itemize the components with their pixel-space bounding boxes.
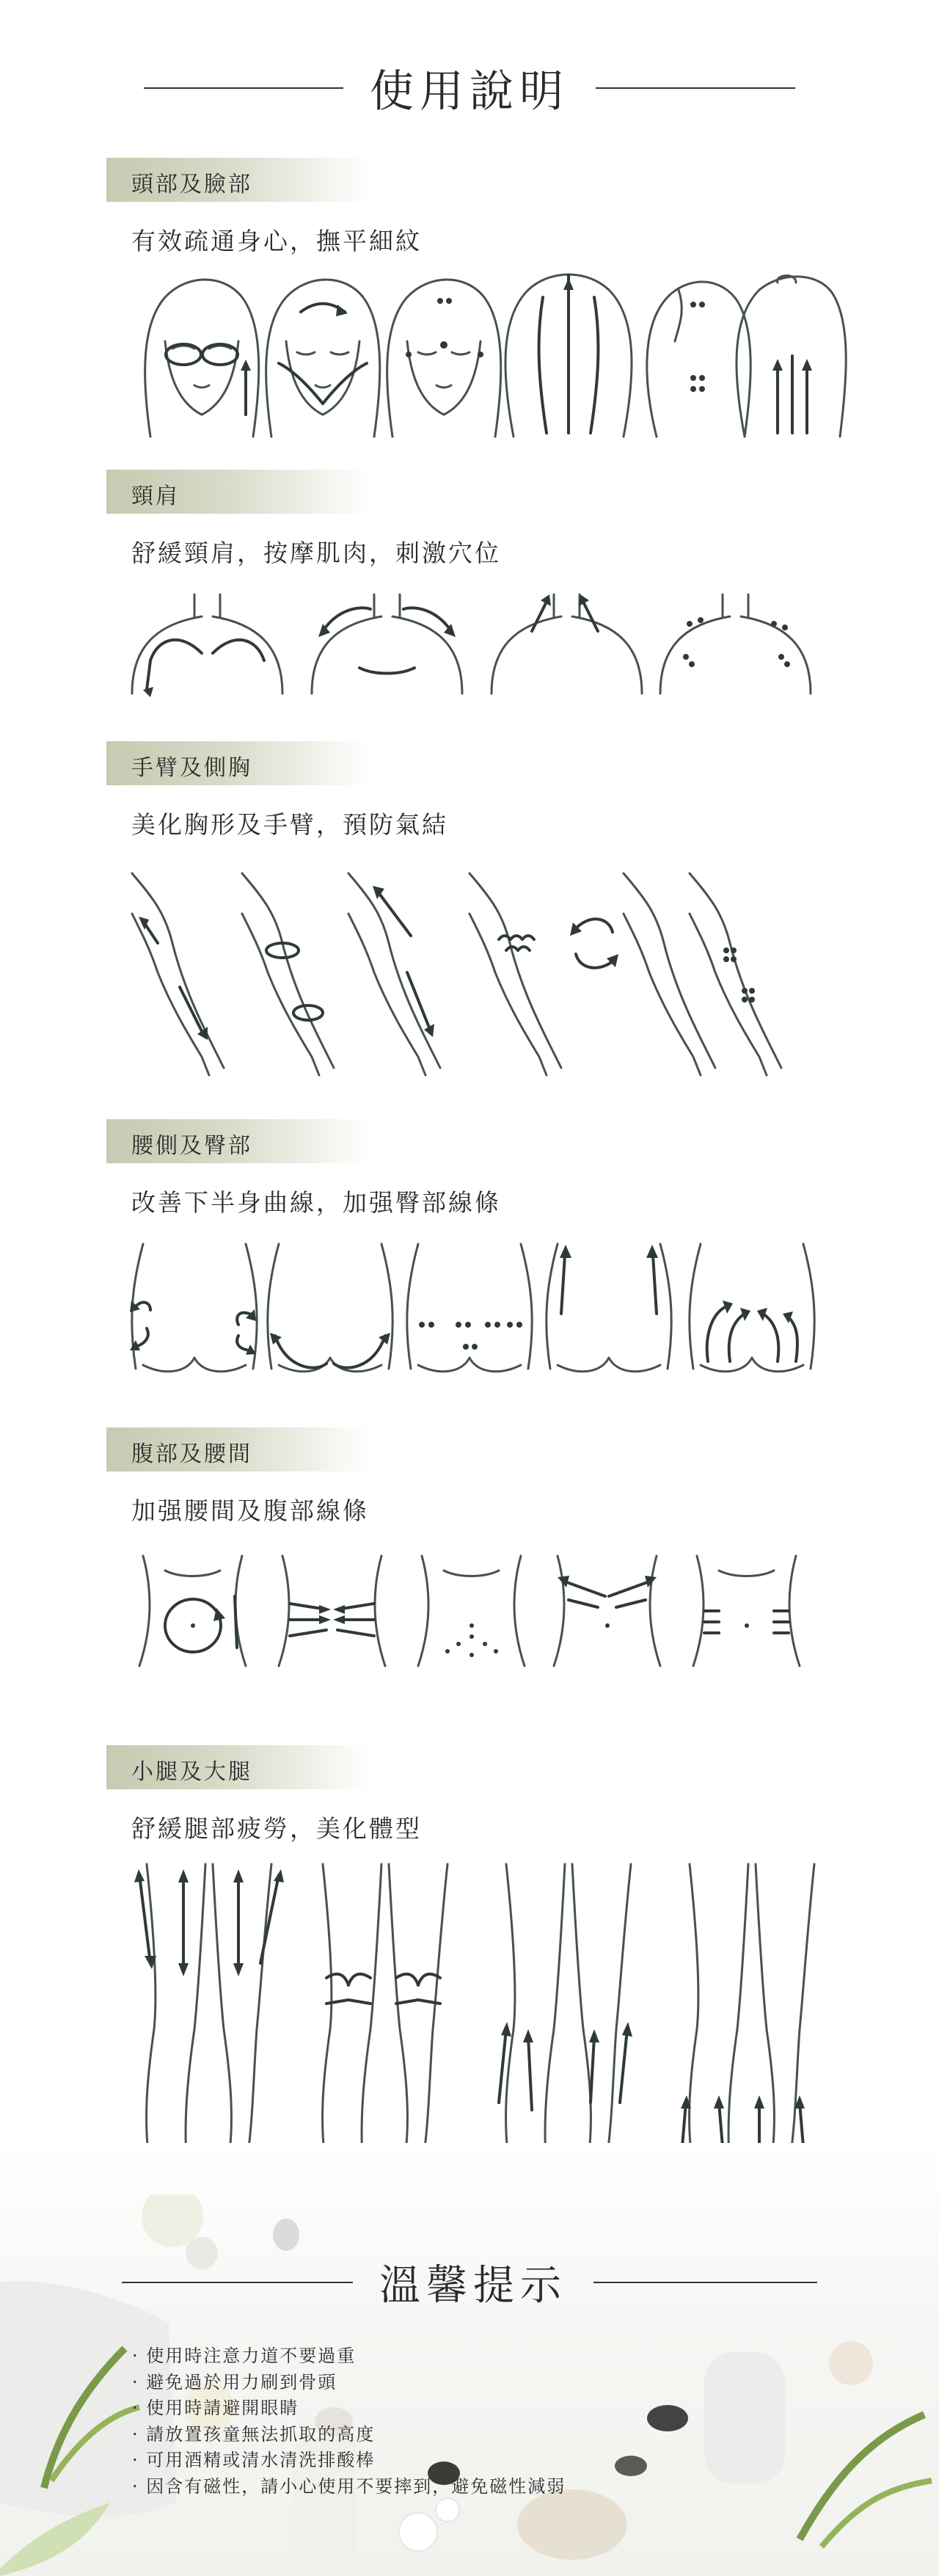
section-heading-head-face	[106, 158, 370, 202]
page-header	[0, 59, 939, 117]
section-heading-label: 頭部及臉部	[131, 172, 252, 197]
section-heading-neck-shoulder	[106, 470, 370, 514]
tips-rule-right	[593, 2282, 817, 2283]
tips-list	[132, 2343, 566, 2500]
tip-item: · 請放置孩童無法抓取的高度	[132, 2423, 376, 2445]
tip-item: · 因含有磁性，請小心使用不要摔到，避免磁性減弱	[132, 2475, 566, 2497]
abdomen-massage-icon	[128, 1552, 818, 1670]
page-title: 使用說明	[370, 66, 569, 117]
shoulder-massage-icon	[128, 587, 818, 697]
section-heading-hip	[106, 1119, 370, 1163]
section-desc-abdomen: 加强腰間及腹部線條	[131, 1496, 369, 1525]
tip-item: · 避免過於用力刷到骨頭	[132, 2371, 337, 2393]
tips-header	[0, 2253, 939, 2312]
header-rule-right	[596, 87, 795, 89]
tips-rule-left	[122, 2282, 353, 2283]
tip-item: · 可用酒精或清水清洗排酸棒	[132, 2450, 376, 2470]
section-desc-arm-chest: 美化胸形及手臂，預防氣結	[131, 810, 448, 839]
section-desc-hip: 改善下半身曲線，加强臀部線條	[131, 1188, 501, 1217]
header-rule-left	[144, 87, 343, 89]
tips-title: 溫馨提示	[379, 2262, 567, 2310]
leg-massage-icon	[128, 1860, 818, 2187]
section-desc-head-face: 有效疏通身心，撫平細紋	[131, 227, 422, 255]
section-heading-abdomen	[106, 1427, 370, 1471]
hip-massage-icon	[128, 1240, 818, 1376]
face-massage-icon	[128, 268, 818, 440]
section-heading-label: 手臂及側胸	[131, 755, 252, 781]
section-heading-label: 腹部及腰間	[131, 1441, 252, 1467]
section-heading-label: 腰側及臀部	[131, 1133, 252, 1159]
section-heading-label: 頸肩	[131, 484, 180, 509]
section-desc-neck-shoulder: 舒緩頸肩，按摩肌肉，刺激穴位	[131, 539, 501, 567]
arm-massage-icon	[128, 870, 818, 1079]
section-heading-label: 小腿及大腿	[131, 1759, 252, 1785]
section-heading-legs	[106, 1745, 370, 1789]
tip-item: · 使用時請避開眼睛	[132, 2398, 299, 2418]
section-desc-legs: 舒緩腿部疲勞，美化體型	[131, 1814, 422, 1843]
section-heading-arm-chest	[106, 741, 370, 785]
tip-item: · 使用時注意力道不要過重	[132, 2346, 357, 2366]
